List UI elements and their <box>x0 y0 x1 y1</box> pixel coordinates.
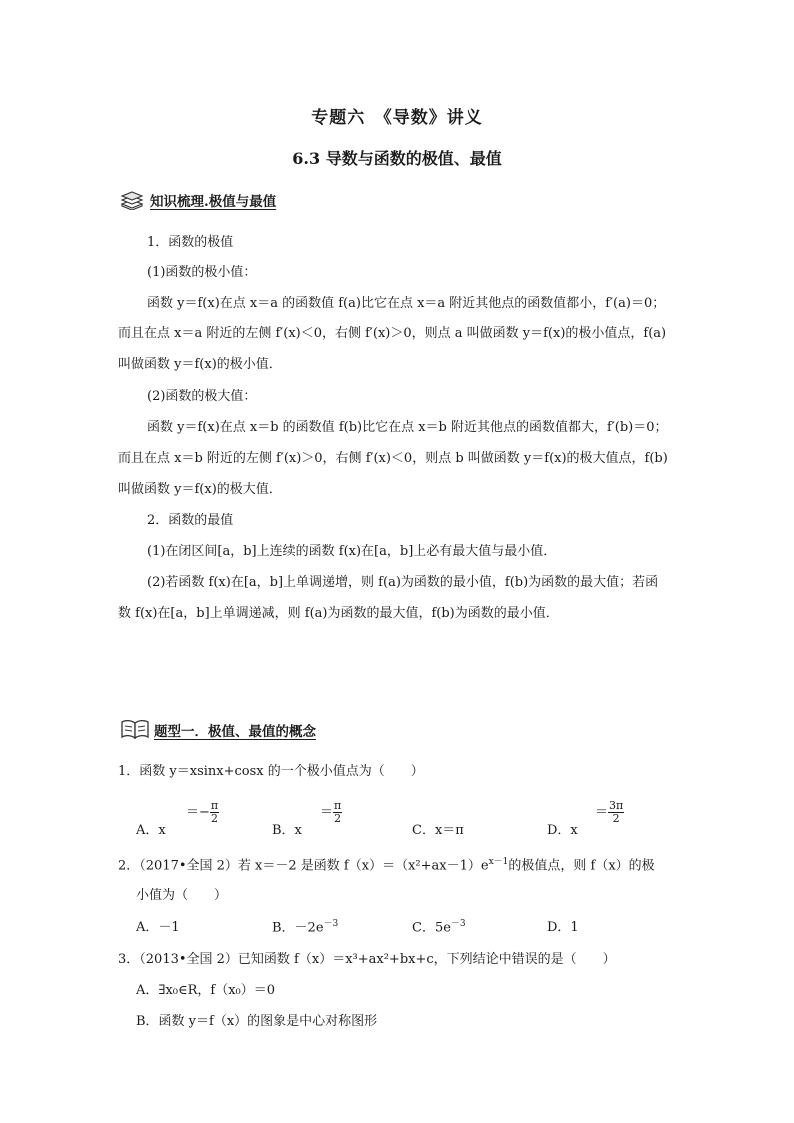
q3-option-b: B．函数 y＝f（x）的图象是中心对称图形 <box>136 1014 378 1029</box>
question-3-stem: 3．（2013•全国 2）已知函数 f（x）＝x³+ax²+bx+c，下列结论中错误的是（ ） <box>118 952 616 967</box>
q2-stem-part2: 的极值点，则 f（x）的极 <box>508 858 655 874</box>
q1-option-a-num: π <box>210 799 219 812</box>
q1-option-d-label: D．x <box>547 823 578 838</box>
open-book-icon <box>120 719 150 743</box>
q2-option-c-exp: －3 <box>450 919 466 929</box>
q2-option-c <box>412 916 466 935</box>
q1-option-b-value <box>320 800 342 825</box>
q1-option-c: C．x＝π <box>412 823 464 838</box>
question-type-heading: 题型一．极值、最值的概念 <box>154 724 316 740</box>
knowledge-line: (1)函数的极小值： <box>147 265 257 280</box>
q2-option-b-text: B．－2e <box>272 920 324 936</box>
q1-option-a-eq: ＝− <box>186 805 210 820</box>
knowledge-line: 而且在点 x＝a 附近的左侧 f′(x)＜0，右侧 f′(x)＞0，则点 a 叫做函数 y＝f(x)的极小值点，f(a) <box>118 326 667 341</box>
question-2-stem-cont: 小值为（ ） <box>136 888 228 903</box>
q1-option-a-den: 2 <box>211 812 219 825</box>
q2-stem-exponent: x－1 <box>488 857 509 867</box>
q1-option-d-den: 2 <box>612 812 620 825</box>
q2-option-c-text: C．5e <box>412 920 451 936</box>
books-icon <box>120 190 144 214</box>
knowledge-line: 叫做函数 y＝f(x)的极小值． <box>118 357 282 372</box>
q2-stem-part1: 2．（2017•全国 2）若 x＝－2 是函数 f（x）＝（x²+ax－1）e <box>118 858 489 874</box>
q1-option-d-num: 3π <box>609 799 624 812</box>
knowledge-line: 函数 y＝f(x)在点 x＝b 的函数值 f(b)比它在点 x＝b 附近其他点的函数值都大，f′(b)＝0； <box>147 420 668 435</box>
q1-option-b-label: B．x <box>272 823 302 838</box>
q1-option-d-value <box>595 800 624 825</box>
knowledge-line: (1)在闭区间[a，b]上连续的函数 f(x)在[a，b]上必有最大值与最小值． <box>147 544 557 559</box>
knowledge-line: 1．函数的极值 <box>147 235 234 250</box>
knowledge-line: 数 f(x)在[a，b]上单调递减，则 f(a)为函数的最大值，f(b)为函数的最小值． <box>118 606 559 621</box>
knowledge-line: (2)函数的极大值： <box>147 389 257 404</box>
knowledge-line: (2)若函数 f(x)在[a，b]上单调递增，则 f(a)为函数的最小值，f(b)为函数的最大值；若函 <box>147 575 659 590</box>
page-subtitle: 6.3 导数与函数的极值、最值 <box>292 149 502 168</box>
q1-option-b-den: 2 <box>334 812 342 825</box>
page-title: 专题六 《导数》讲义 <box>311 108 483 128</box>
knowledge-heading: 知识梳理.极值与最值 <box>150 194 277 210</box>
q1-option-b-eq: ＝ <box>320 805 334 820</box>
q1-option-a-label: A．x <box>136 823 166 838</box>
knowledge-line: 2．函数的最值 <box>147 513 234 528</box>
knowledge-line: 函数 y＝f(x)在点 x＝a 的函数值 f(a)比它在点 x＝a 附近其他点的函数值都小，f′(a)＝0； <box>147 296 666 311</box>
q2-option-b <box>272 916 338 935</box>
question-2-stem <box>118 854 655 873</box>
knowledge-line: 叫做函数 y＝f(x)的极大值． <box>118 482 282 497</box>
knowledge-line: 而且在点 x＝b 附近的左侧 f′(x)＞0，右侧 f′(x)＜0，则点 b 叫做函数 y＝f(x)的极大值点，f(b) <box>118 451 668 466</box>
q1-option-d-eq: ＝ <box>595 805 609 820</box>
q1-option-b-num: π <box>334 799 342 812</box>
question-1-stem: 1．函数 y＝xsinx+cosx 的一个极小值点为（ ） <box>118 764 424 779</box>
q2-option-b-exp: －3 <box>323 919 339 929</box>
q2-option-a: A．－1 <box>136 920 180 935</box>
q1-option-a-value <box>186 800 219 825</box>
q3-option-a: A．∃x₀∈R，f（x₀）＝0 <box>136 983 276 998</box>
q2-option-d: D．1 <box>547 920 579 935</box>
